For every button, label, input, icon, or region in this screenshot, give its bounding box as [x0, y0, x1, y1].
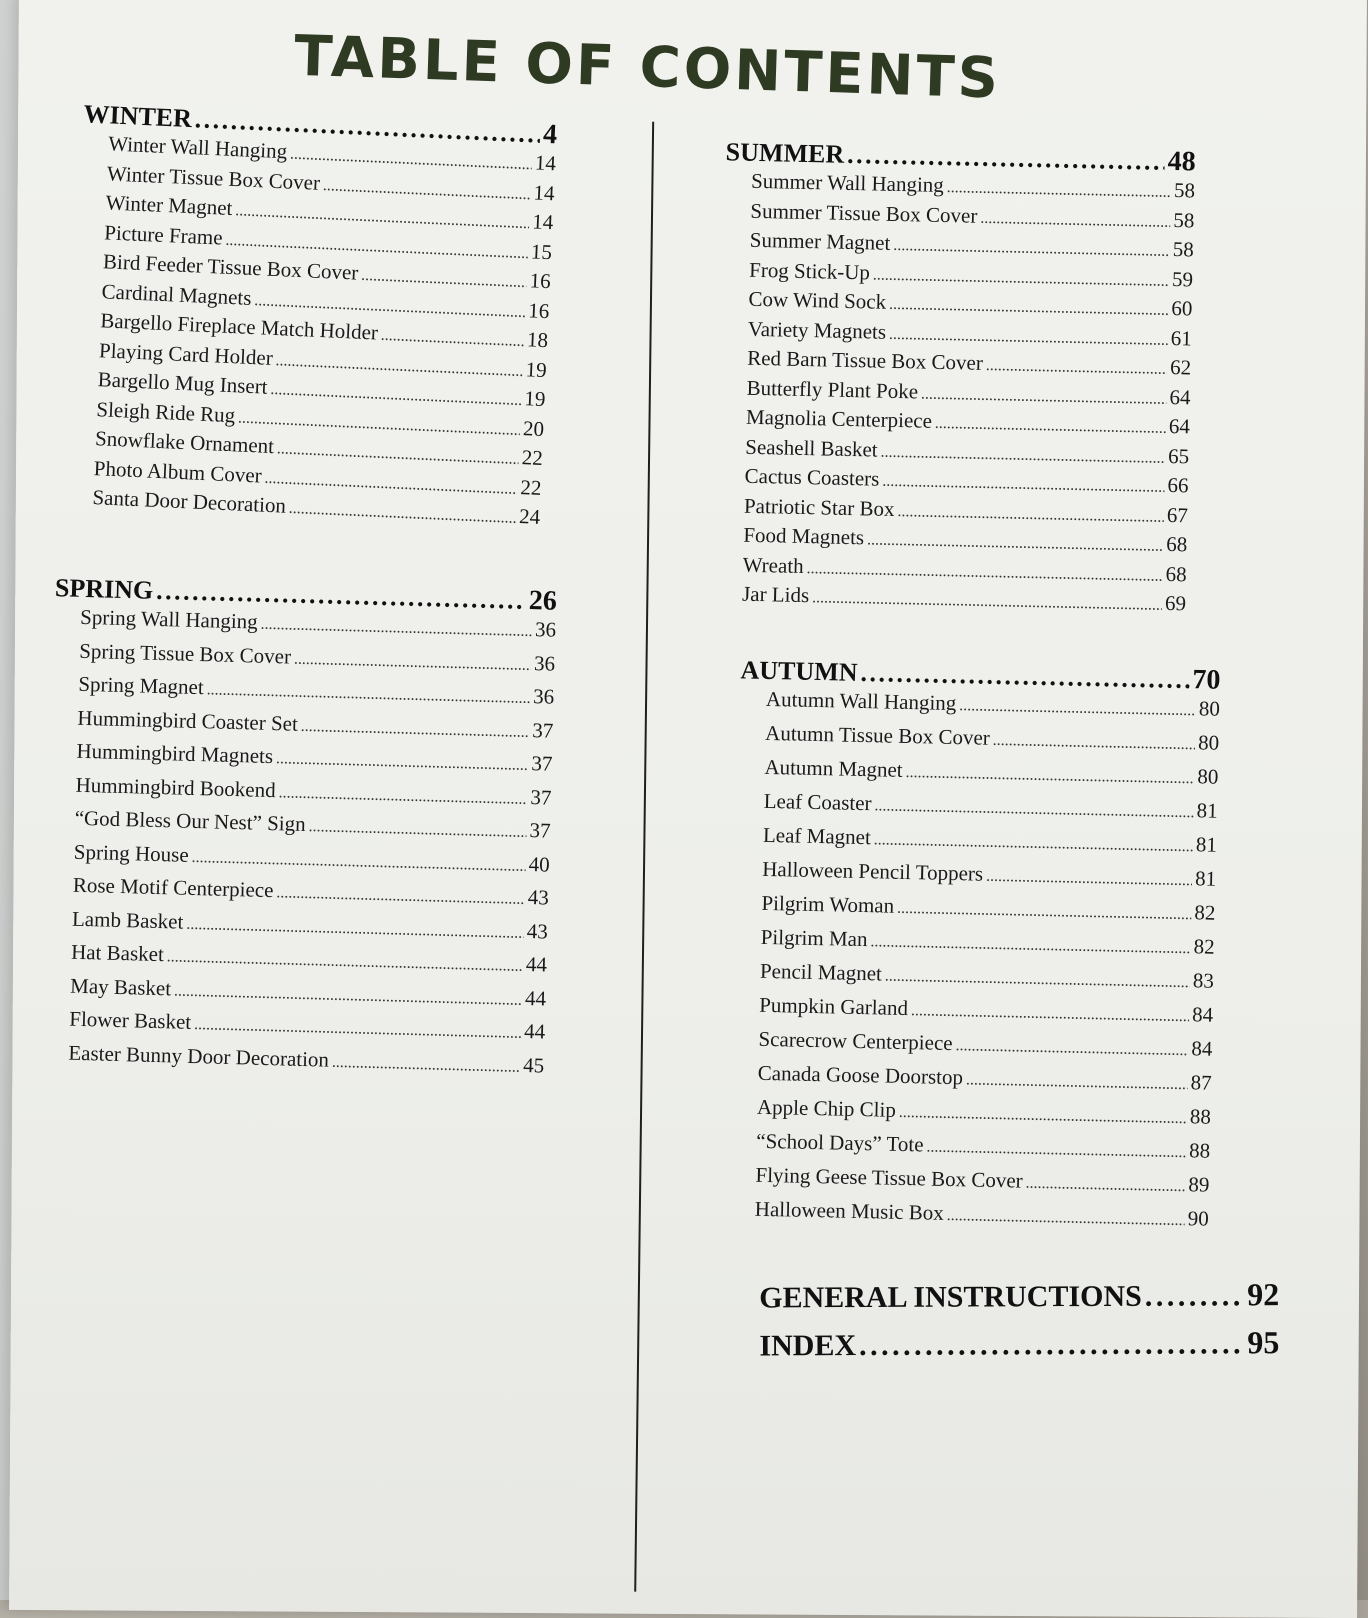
- toc-entry-page: 60: [1171, 295, 1193, 321]
- toc-entry-label: Cow Wind Sock: [748, 286, 887, 314]
- toc-entry-label: Flying Geese Tissue Box Cover: [755, 1162, 1023, 1193]
- dot-leader: [926, 1138, 1186, 1162]
- toc-entry-page: 80: [1197, 764, 1219, 789]
- toc-entry-label: Magnolia Centerpiece: [745, 404, 933, 433]
- toc-entry-page: 18: [526, 327, 549, 353]
- toc-entry-page: 40: [528, 851, 551, 877]
- toc-entry-page: 68: [1165, 561, 1187, 586]
- toc-entry-page: 80: [1198, 696, 1221, 721]
- back-matter-label: GENERAL INSTRUCTIONS: [759, 1279, 1142, 1315]
- dot-leader: [174, 982, 522, 1009]
- toc-entry-page: 20: [522, 415, 545, 441]
- toc-entry-page: 22: [519, 474, 542, 500]
- toc-entry-label: Halloween Pencil Toppers: [761, 856, 984, 886]
- dot-leader: [959, 697, 1196, 720]
- dot-leader: [921, 385, 1167, 408]
- toc-entry-page: 37: [529, 818, 551, 843]
- dot-leader: [1025, 1175, 1185, 1196]
- toc-entry-label: Pilgrim Man: [760, 924, 868, 952]
- toc-entry-page: 14: [533, 179, 556, 205]
- dot-leader: [897, 503, 1164, 527]
- toc-entry-page: 44: [524, 985, 547, 1011]
- toc-entry-page: 43: [527, 885, 550, 910]
- section-heading-label: SPRING: [54, 573, 154, 605]
- section-autumn: [728, 654, 1220, 1240]
- entry-list: [42, 604, 557, 1086]
- dot-leader: [874, 831, 1193, 856]
- toc-entry-label: Hat Basket: [70, 939, 165, 967]
- toc-entry-page: 19: [525, 356, 548, 382]
- dot-leader: [947, 1207, 1185, 1230]
- dot-leader: [867, 531, 1164, 555]
- toc-entry-label: “School Days” Tote: [756, 1128, 924, 1157]
- toc-entry-label: Easter Bunny Door Decoration: [68, 1040, 330, 1072]
- toc-entry-page: 69: [1164, 590, 1187, 616]
- toc-entry-label: Red Barn Tissue Box Cover: [746, 345, 984, 375]
- toc-entry-label: Patriotic Star Box: [743, 493, 895, 521]
- back-matter-general-instructions: [759, 1276, 1279, 1326]
- dot-leader: [986, 868, 1192, 890]
- toc-entry-page: 66: [1167, 472, 1189, 498]
- toc-entry-page: 64: [1168, 413, 1191, 439]
- toc-entry-label: Leaf Coaster: [763, 788, 872, 816]
- dot-leader: [889, 325, 1168, 349]
- dot-leader: [873, 266, 1170, 290]
- dot-leader: [301, 717, 530, 741]
- toc-entry-label: Spring Wall Hanging: [79, 604, 259, 634]
- section-summer: [716, 136, 1196, 621]
- dot-leader: [806, 560, 1162, 586]
- dot-leader: [276, 750, 529, 775]
- toc-entry-label: Food Magnets: [743, 522, 865, 550]
- dot-leader: [276, 884, 525, 909]
- dot-leader: [206, 681, 530, 708]
- dot-leader: [1145, 1279, 1245, 1313]
- toc-entry-label: Cardinal Magnets: [101, 278, 253, 310]
- toc-entry-page: 37: [530, 784, 552, 810]
- section-heading-page: 26: [528, 584, 558, 617]
- toc-entry-page: 81: [1195, 832, 1218, 857]
- toc-entry-page: 81: [1196, 798, 1218, 823]
- back-matter: [759, 1276, 1279, 1374]
- toc-entry-label: Sleigh Ride Rug: [95, 396, 236, 427]
- toc-entry-page: 58: [1172, 236, 1194, 262]
- dot-leader: [288, 500, 516, 528]
- toc-entry-label: May Basket: [69, 973, 172, 1000]
- toc-entry-page: 68: [1166, 531, 1188, 557]
- toc-entry-page: 22: [521, 445, 544, 471]
- toc-entry-page: 44: [523, 1018, 546, 1044]
- toc-entry-label: Scarecrow Centerpiece: [758, 1026, 953, 1056]
- back-matter-page: 95: [1247, 1324, 1280, 1361]
- toc-entry-page: 67: [1166, 502, 1189, 527]
- dot-leader: [812, 589, 1162, 615]
- toc-entry-page: 14: [531, 209, 554, 235]
- toc-entry-label: Frog Stick-Up: [748, 257, 871, 284]
- entry-list: [716, 168, 1196, 621]
- toc-entry-label: Variety Magnets: [747, 316, 887, 344]
- toc-entry-page: 16: [527, 297, 550, 323]
- dot-leader: [911, 1002, 1190, 1026]
- toc-entry-label: “God Bless Our Nest” Sign: [74, 805, 306, 836]
- toc-entry-page: 37: [531, 751, 553, 776]
- entry-list: [66, 130, 557, 534]
- toc-entry-label: Hummingbird Bookend: [75, 772, 277, 802]
- page-title: TABLE OF CONTENTS: [293, 23, 1002, 112]
- entry-list: [728, 686, 1220, 1240]
- toc-entry-page: 84: [1191, 1002, 1214, 1027]
- toc-entry-label: Pencil Magnet: [759, 958, 883, 986]
- section-heading-page: 48: [1167, 145, 1196, 178]
- toc-entry-label: Picture Frame: [103, 219, 224, 250]
- back-matter-index: [759, 1324, 1279, 1374]
- toc-entry-page: 44: [525, 952, 548, 977]
- toc-entry-page: 87: [1190, 1070, 1212, 1095]
- toc-entry-label: Cactus Coasters: [744, 463, 880, 491]
- toc-entry-label: Snowflake Ornament: [94, 426, 275, 459]
- dot-leader: [874, 797, 1193, 822]
- toc-entry-label: Hummingbird Magnets: [76, 738, 274, 769]
- toc-entry-page: 16: [529, 268, 552, 294]
- dot-leader: [186, 915, 524, 942]
- toc-entry-page: 82: [1194, 900, 1216, 925]
- section-spring: [42, 572, 557, 1086]
- dot-leader: [323, 177, 531, 204]
- dot-leader: [993, 732, 1196, 754]
- dot-leader: [966, 1071, 1188, 1094]
- dot-leader: [885, 968, 1190, 993]
- dot-leader: [893, 237, 1170, 261]
- section-heading-label: SUMMER: [725, 137, 845, 169]
- toc-entry-page: 43: [526, 918, 549, 944]
- back-matter-label: INDEX: [759, 1329, 857, 1363]
- dot-leader: [980, 209, 1170, 231]
- dot-leader: [905, 764, 1194, 788]
- toc-entry-label: Photo Album Cover: [93, 455, 263, 488]
- dot-leader: [308, 818, 526, 842]
- toc-entry-page: 64: [1169, 384, 1191, 409]
- toc-entry-label: Winter Tissue Box Cover: [106, 160, 321, 195]
- toc-entry-page: 62: [1169, 354, 1192, 380]
- toc-entry-page: 36: [534, 617, 557, 642]
- toc-entry-label: Autumn Wall Hanging: [765, 686, 957, 716]
- toc-entry-label: Summer Wall Hanging: [750, 168, 945, 197]
- toc-entry-page: 88: [1188, 1138, 1211, 1163]
- dot-leader: [955, 1037, 1188, 1060]
- toc-entry-page: 81: [1194, 866, 1217, 891]
- toc-entry-label: Canada Goose Doorstop: [757, 1060, 964, 1090]
- dot-leader: [278, 784, 527, 809]
- toc-entry-page: 90: [1187, 1206, 1209, 1231]
- section-heading-page: 4: [542, 118, 558, 151]
- toc-entry-label: Halloween Music Box: [754, 1196, 945, 1225]
- toc-entry-page: 19: [523, 386, 546, 412]
- toc-entry-label: Winter Magnet: [105, 190, 233, 220]
- column-divider: [634, 122, 654, 1592]
- toc-entry-label: Pilgrim Woman: [761, 890, 895, 918]
- toc-entry-page: 88: [1189, 1104, 1212, 1129]
- toc-entry-page: 59: [1171, 266, 1194, 291]
- toc-entry-page: 83: [1192, 968, 1215, 993]
- toc-entry-label: Spring Magnet: [78, 671, 205, 700]
- back-matter-page: 92: [1247, 1276, 1280, 1313]
- toc-entry-label: Playing Card Holder: [98, 337, 274, 370]
- toc-entry-page: 61: [1170, 325, 1193, 350]
- toc-entry-label: Santa Door Decoration: [92, 485, 287, 518]
- dot-leader: [361, 267, 527, 292]
- toc-entry-page: 45: [522, 1052, 545, 1078]
- dot-leader: [880, 443, 1165, 467]
- section-winter: [66, 98, 558, 534]
- toc-entry-page: 82: [1193, 934, 1215, 959]
- toc-entry-label: Winter Wall Hanging: [107, 131, 288, 164]
- toc-entry-page: 36: [532, 684, 555, 709]
- toc-entry-label: Jar Lids: [741, 581, 810, 608]
- dot-leader: [859, 1327, 1244, 1363]
- toc-entry-label: Bird Feeder Tissue Box Cover: [102, 249, 359, 285]
- toc-entry-page: 15: [530, 238, 553, 264]
- dot-leader: [882, 473, 1165, 497]
- dot-leader: [897, 900, 1192, 924]
- toc-entry-label: Butterfly Plant Poke: [746, 375, 919, 403]
- dot-leader: [380, 327, 524, 351]
- toc-entry-page: 58: [1173, 178, 1196, 203]
- toc-entry-label: Pumpkin Garland: [759, 992, 909, 1021]
- section-heading-page: 70: [1192, 664, 1221, 696]
- contents-page: [9, 0, 1367, 1618]
- dot-leader: [167, 948, 524, 976]
- toc-entry-page: 65: [1167, 443, 1190, 468]
- toc-entry-label: Rose Motif Centerpiece: [72, 872, 274, 903]
- section-heading-label: WINTER: [82, 99, 193, 134]
- toc-entry-page: 24: [518, 504, 541, 529]
- toc-entry-page: 14: [534, 150, 557, 176]
- toc-entry-page: 58: [1173, 207, 1195, 232]
- toc-entry-label: Flower Basket: [69, 1006, 192, 1034]
- dot-leader: [986, 357, 1168, 379]
- toc-entry-label: Leaf Magnet: [762, 822, 872, 850]
- dot-leader: [947, 179, 1172, 202]
- dot-leader: [899, 1104, 1187, 1128]
- toc-entry-label: Summer Magnet: [749, 227, 891, 255]
- toc-entry-page: 89: [1188, 1172, 1210, 1197]
- dot-leader: [870, 933, 1191, 958]
- toc-entry-label: Summer Tissue Box Cover: [750, 198, 978, 228]
- dot-leader: [935, 415, 1166, 438]
- dot-leader: [332, 1053, 521, 1076]
- toc-entry-page: 37: [531, 717, 554, 743]
- toc-entry-label: Apple Chip Clip: [756, 1094, 897, 1122]
- toc-entry-label: Bargello Mug Insert: [97, 367, 269, 399]
- toc-entry-label: Spring Tissue Box Cover: [78, 638, 292, 669]
- toc-entry-label: Wreath: [742, 552, 804, 578]
- dot-leader: [194, 1016, 521, 1043]
- toc-entry-label: Autumn Magnet: [764, 754, 903, 782]
- dot-leader: [260, 616, 532, 641]
- toc-entry-label: Hummingbird Coaster Set: [77, 705, 299, 736]
- dot-leader: [191, 848, 525, 875]
- toc-entry-page: 80: [1197, 730, 1220, 755]
- toc-entry-page: 84: [1191, 1036, 1213, 1061]
- dot-leader: [294, 650, 532, 674]
- toc-entry-label: Lamb Basket: [71, 906, 184, 934]
- toc-entry-label: Spring House: [73, 839, 190, 867]
- toc-entry-label: Bargello Fireplace Match Holder: [99, 308, 379, 345]
- toc-entry-label: Seashell Basket: [745, 434, 878, 462]
- dot-leader: [889, 296, 1169, 320]
- section-heading-label: AUTUMN: [740, 655, 858, 687]
- toc-entry-label: Autumn Tissue Box Cover: [764, 720, 991, 750]
- toc-entry-page: 36: [533, 650, 556, 676]
